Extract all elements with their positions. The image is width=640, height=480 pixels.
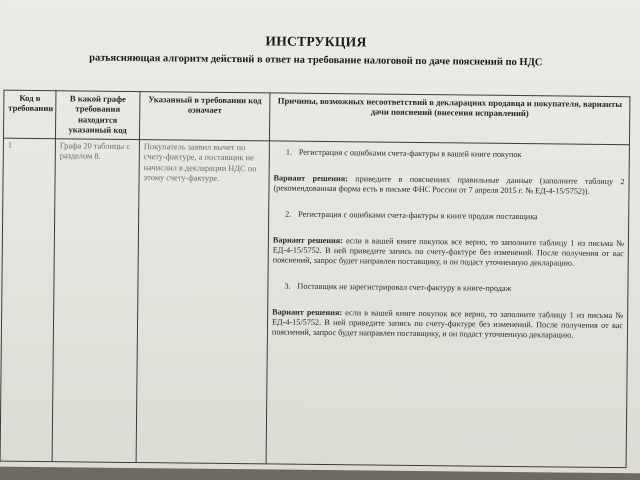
- header-reasons: Причины, возможных несоответствий в декларациях продавца и покупателя, варианты дачи пояснений (внесения исправлений): [269, 93, 629, 145]
- table-header-row: [3, 90, 629, 145]
- table-row: [0, 138, 629, 468]
- reason-1-title: 1. Регистрация с ошибками счета-фактуры в вашей книге покупок: [285, 147, 522, 160]
- cell-code: 1: [0, 138, 55, 462]
- reason-3-title: 3. Поставщик не зарегистрировал счет-фактуру в книге-продаж: [284, 281, 512, 293]
- reason-2-variant: Вариант решения: если в вашей книге покупок все верно, то заполните таблицу 1 из письма № ЕД-4-15/5752. В ней приведите запись по счету-фактуре без изменений. После получения от вас пояснений, запрос будет направлен поставщику, и он подаст уточненную декларацию.: [272, 235, 624, 268]
- instruction-table: [0, 90, 630, 469]
- header-column: В какой графе требования находится указанный код: [55, 91, 139, 140]
- cell-reasons: [266, 141, 629, 468]
- cell-column: Графа 20 таблицы с разделом 8.: [52, 139, 139, 463]
- document-subtitle: разъясняющая алгоритм действий в ответ на требование налоговой по даче пояснений по НДС: [89, 52, 543, 69]
- reason-3-variant: Вариант решения: если в вашей книге покупок все верно, то заполните таблицу 1 из письма № ЕД-4-15/5752. В ней приведите запись по счету-фактуре без изменений. После получения от вас пояснений, запрос будет направлен поставщику, и он подаст уточненную декларацию.: [271, 307, 624, 340]
- header-code: Код в требовании: [3, 90, 55, 139]
- reason-1-variant: Вариант решения: приведите в пояснениях правильные данные (заполните таблицу 2 (рекомендованная форма есть в письме ФНС России от 7 апреля 2015 г. № ЕД-4-15/5752)).: [273, 173, 625, 196]
- cell-meaning: Покупатель заявил вычет по счету-фактуре, а поставщик не начислил в декларации НДС по этому счету-фактуре.: [136, 140, 269, 464]
- reason-2-title: 2. Регистрация с ошибками счета-фактуры в книге продаж поставщика: [285, 209, 538, 222]
- document-title: ИНСТРУКЦИЯ: [265, 33, 367, 50]
- header-meaning: Указанный в требовании код означает: [139, 92, 269, 141]
